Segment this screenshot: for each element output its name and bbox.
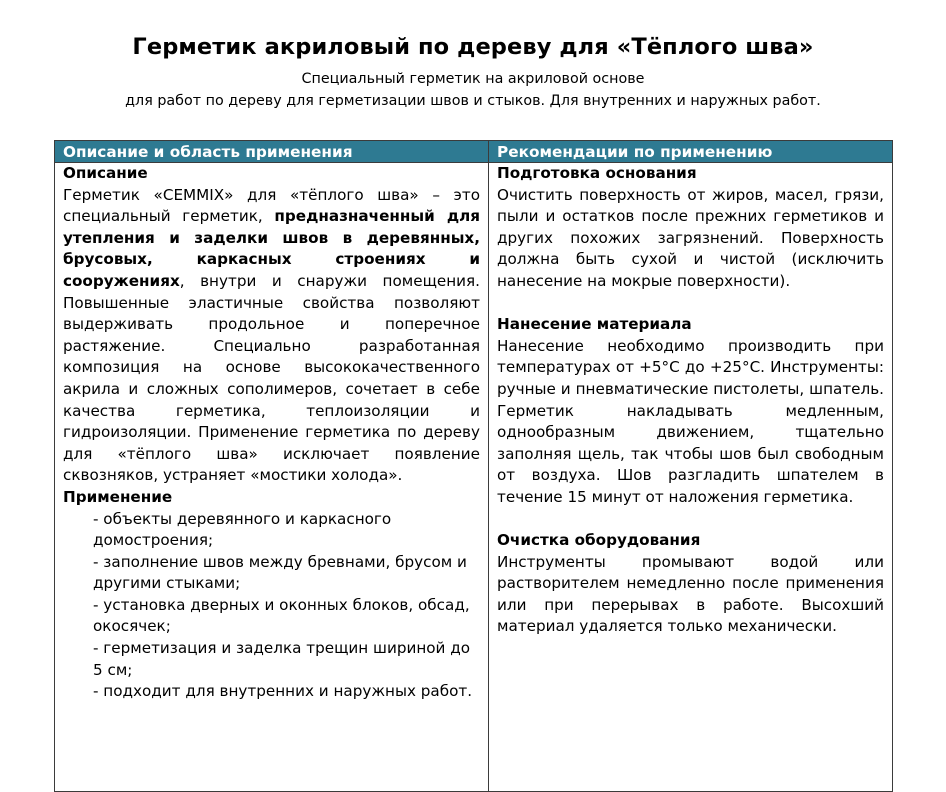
description-part-2: , внутри и снаружи помещения. Повышенные эластичные свойства позволяют выдерживать продольное и поперечное растяжение. Специально разработанная композиция на основе высококачественного акрила и сложных сополимеров, сочетает в себе качества герметика, теплоизоляции и гидроизоляции. Применение герметика по дереву для «тёплого шва» исключает появление сквозняков, устраняет «мостики холода». (63, 271, 480, 485)
table-header-row (55, 141, 893, 163)
application-method-text: Нанесение необходимо производить при температурах от +5°C до +25°C. Инструменты: ручные и пневматические пистолеты, шпатель. Герметик накладывать медленным, однообразным движением, тщательно заполняя щель, так чтобы шов был свободным от воздуха. Шов разгладить шпателем в течение 15 минут от наложения герметика. (497, 336, 884, 506)
application-method-heading: Нанесение материала (497, 315, 692, 334)
left-column-header: Описание и область применения (55, 141, 489, 163)
table-body-row (55, 163, 893, 792)
cleaning-text: Инструменты промывают водой или растворителем немедленно после применения или при перерывах в работе. Высохший материал удаляется только механически. (497, 552, 884, 636)
list-item: - герметизация и заделка трещин шириной до 5 см; (93, 639, 471, 679)
right-column-header: Рекомендации по применению (489, 141, 893, 163)
subtitle-line-2: для работ по дереву для герметизации швов и стыков. Для внутренних и наружных работ. (125, 93, 821, 109)
application-list (63, 509, 480, 703)
description-heading: Описание (63, 164, 148, 182)
cleaning-heading: Очистка оборудования (497, 531, 701, 550)
preparation-heading: Подготовка основания (497, 164, 697, 182)
spacer (497, 509, 884, 531)
list-item: - подходит для внутренних и наружных работ. (93, 682, 473, 701)
left-column-cell (55, 163, 489, 792)
spacer (497, 293, 884, 315)
list-item: - объекты деревянного и каркасного домостроения; (93, 509, 392, 550)
preparation-text: Очистить поверхность от жиров, масел, грязи, пыли и остатков после прежних герметиков и других похожих загрязнений. Поверхность должна быть сухой и чистой (исключить нанесение на мокрые поверхности). (497, 185, 884, 290)
description-part-1: Герметик «CEMMIX» для «тёплого шва» – это специальный герметик, (63, 185, 480, 226)
application-heading: Применение (63, 487, 173, 506)
document-title: Герметик акриловый по дереву для «Тёплого шва» (132, 34, 814, 60)
info-table (54, 140, 893, 792)
description-text (63, 185, 480, 487)
description-bold-part: предназначенный для утепления и заделки швов в деревянных, брусовых, каркасных строениях и сооружениях (63, 207, 480, 290)
right-column-cell (489, 163, 893, 792)
subtitle-line-1: Специальный герметик на акриловой основе (301, 71, 645, 87)
list-item: - установка дверных и оконных блоков, обсад, окосячек; (93, 595, 470, 636)
list-item: - заполнение швов между бревнами, брусом и другими стыками; (93, 552, 467, 593)
